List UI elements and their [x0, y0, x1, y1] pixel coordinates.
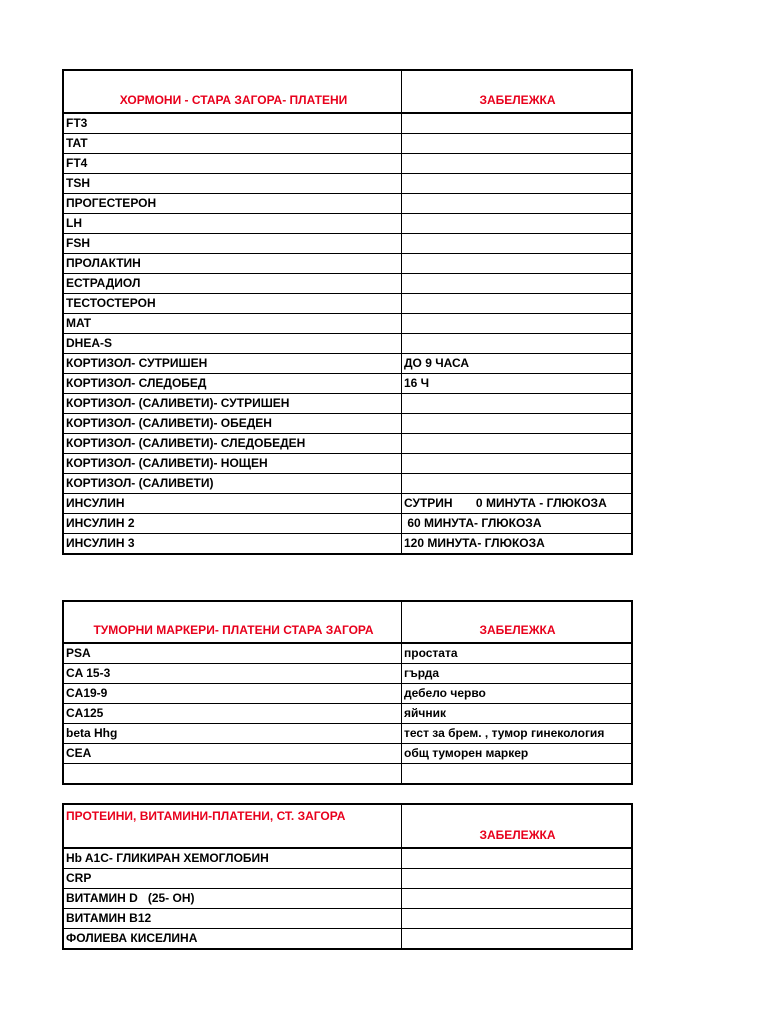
row-name-cell: FT3: [63, 113, 402, 134]
proteins-table: [62, 803, 633, 950]
row-name-cell: LH: [63, 214, 402, 234]
row-name-cell: CEA: [63, 744, 402, 764]
row-name-cell: CRP: [63, 869, 402, 889]
table-row: [63, 174, 632, 194]
row-note-cell: тест за брем. , тумор гинекология: [402, 724, 633, 744]
table-row: [63, 374, 632, 394]
row-name-cell: ВИТАМИН B12: [63, 909, 402, 929]
row-note-cell: [402, 909, 633, 929]
row-name-cell: КОРТИЗОЛ- СЛЕДОБЕД: [63, 374, 402, 394]
row-note-cell: [402, 174, 633, 194]
table-row: [63, 234, 632, 254]
row-note-cell: [402, 929, 633, 950]
table-header-row: [63, 601, 632, 643]
table-row: [63, 514, 632, 534]
table-row: [63, 534, 632, 555]
row-note-cell: [402, 764, 633, 785]
row-note-cell: ДО 9 ЧАСА: [402, 354, 633, 374]
row-name-cell: ИНСУЛИН 2: [63, 514, 402, 534]
row-name-cell: КОРТИЗОЛ- (САЛИВЕТИ)- НОЩЕН: [63, 454, 402, 474]
table-row: [63, 929, 632, 950]
hormones-table: [62, 69, 633, 555]
table-row: [63, 764, 632, 785]
row-note-cell: [402, 113, 633, 134]
proteins-header: ПРОТЕИНИ, ВИТАМИНИ-ПЛАТЕНИ, СТ. ЗАГОРА: [63, 804, 402, 848]
table-row: [63, 454, 632, 474]
table-row: [63, 724, 632, 744]
row-name-cell: FT4: [63, 154, 402, 174]
row-note-cell: простата: [402, 643, 633, 664]
row-name-cell: MAT: [63, 314, 402, 334]
table-row: [63, 214, 632, 234]
table-row: [63, 134, 632, 154]
table-row: [63, 909, 632, 929]
tumor-markers-header: ТУМОРНИ МАРКЕРИ- ПЛАТЕНИ СТАРА ЗАГОРА: [63, 601, 402, 643]
row-note-cell: 120 МИНУТА- ГЛЮКОЗА: [402, 534, 633, 555]
row-name-cell: КОРТИЗОЛ- (САЛИВЕТИ)- СУТРИШЕН: [63, 394, 402, 414]
table-row: [63, 414, 632, 434]
row-name-cell: CA 15-3: [63, 664, 402, 684]
row-note-cell: [402, 848, 633, 869]
row-name-cell: КОРТИЗОЛ- СУТРИШЕН: [63, 354, 402, 374]
row-note-cell: общ туморен маркер: [402, 744, 633, 764]
table-row: [63, 194, 632, 214]
row-name-cell: TAT: [63, 134, 402, 154]
row-note-cell: 60 МИНУТА- ГЛЮКОЗА: [402, 514, 633, 534]
row-note-cell: [402, 474, 633, 494]
table-row: [63, 474, 632, 494]
row-note-cell: [402, 869, 633, 889]
proteins-note-header: ЗАБЕЛЕЖКА: [402, 804, 633, 848]
table-row: [63, 113, 632, 134]
row-name-cell: Hb A1C- ГЛИКИРАН ХЕМОГЛОБИН: [63, 848, 402, 869]
row-name-cell: CA125: [63, 704, 402, 724]
table-row: [63, 354, 632, 374]
row-note-cell: [402, 889, 633, 909]
row-name-cell: КОРТИЗОЛ- (САЛИВЕТИ): [63, 474, 402, 494]
row-name-cell: ИНСУЛИН 3: [63, 534, 402, 555]
row-note-cell: [402, 274, 633, 294]
row-name-cell: TSH: [63, 174, 402, 194]
row-name-cell: beta Hhg: [63, 724, 402, 744]
table-row: [63, 494, 632, 514]
table-row: [63, 254, 632, 274]
table-row: [63, 643, 632, 664]
row-note-cell: [402, 434, 633, 454]
table-row: [63, 314, 632, 334]
row-name-cell: КОРТИЗОЛ- (САЛИВЕТИ)- ОБЕДЕН: [63, 414, 402, 434]
row-name-cell: ВИТАМИН D (25- OH): [63, 889, 402, 909]
row-name-cell: ЕСТРАДИОЛ: [63, 274, 402, 294]
row-note-cell: [402, 314, 633, 334]
table-row: [63, 744, 632, 764]
table-row: [63, 434, 632, 454]
row-name-cell: ИНСУЛИН: [63, 494, 402, 514]
table-header-row: [63, 804, 632, 848]
table-row: [63, 154, 632, 174]
row-name-cell: КОРТИЗОЛ- (САЛИВЕТИ)- СЛЕДОБЕДЕН: [63, 434, 402, 454]
row-note-cell: дебело черво: [402, 684, 633, 704]
tumor-markers-note-header: ЗАБЕЛЕЖКА: [402, 601, 633, 643]
row-note-cell: [402, 154, 633, 174]
row-note-cell: [402, 334, 633, 354]
table-row: [63, 684, 632, 704]
row-name-cell: PSA: [63, 643, 402, 664]
row-name-cell: CA19-9: [63, 684, 402, 704]
table-row: [63, 394, 632, 414]
row-note-cell: [402, 234, 633, 254]
row-note-cell: [402, 254, 633, 274]
row-note-cell: яйчник: [402, 704, 633, 724]
row-note-cell: [402, 214, 633, 234]
row-note-cell: СУТРИН 0 МИНУТА - ГЛЮКОЗА: [402, 494, 633, 514]
row-note-cell: [402, 134, 633, 154]
row-name-cell: [63, 764, 402, 785]
hormones-header: ХОРМОНИ - СТАРА ЗАГОРА- ПЛАТЕНИ: [63, 70, 402, 113]
table-row: [63, 848, 632, 869]
table-header-row: [63, 70, 632, 113]
tumor-markers-table: [62, 600, 633, 785]
row-note-cell: [402, 194, 633, 214]
table-row: [63, 664, 632, 684]
row-note-cell: 16 Ч: [402, 374, 633, 394]
table-row: [63, 294, 632, 314]
row-note-cell: [402, 414, 633, 434]
table-row: [63, 889, 632, 909]
row-note-cell: [402, 294, 633, 314]
row-note-cell: [402, 394, 633, 414]
row-name-cell: FSH: [63, 234, 402, 254]
table-row: [63, 274, 632, 294]
row-note-cell: [402, 454, 633, 474]
hormones-note-header: ЗАБЕЛЕЖКА: [402, 70, 633, 113]
table-row: [63, 334, 632, 354]
row-name-cell: ПРОЛАКТИН: [63, 254, 402, 274]
row-name-cell: DHEA-S: [63, 334, 402, 354]
row-name-cell: ФОЛИЕВА КИСЕЛИНА: [63, 929, 402, 950]
row-name-cell: ТЕСТОСТЕРОН: [63, 294, 402, 314]
row-name-cell: ПРОГЕСТЕРОН: [63, 194, 402, 214]
table-row: [63, 869, 632, 889]
table-row: [63, 704, 632, 724]
row-note-cell: гърда: [402, 664, 633, 684]
